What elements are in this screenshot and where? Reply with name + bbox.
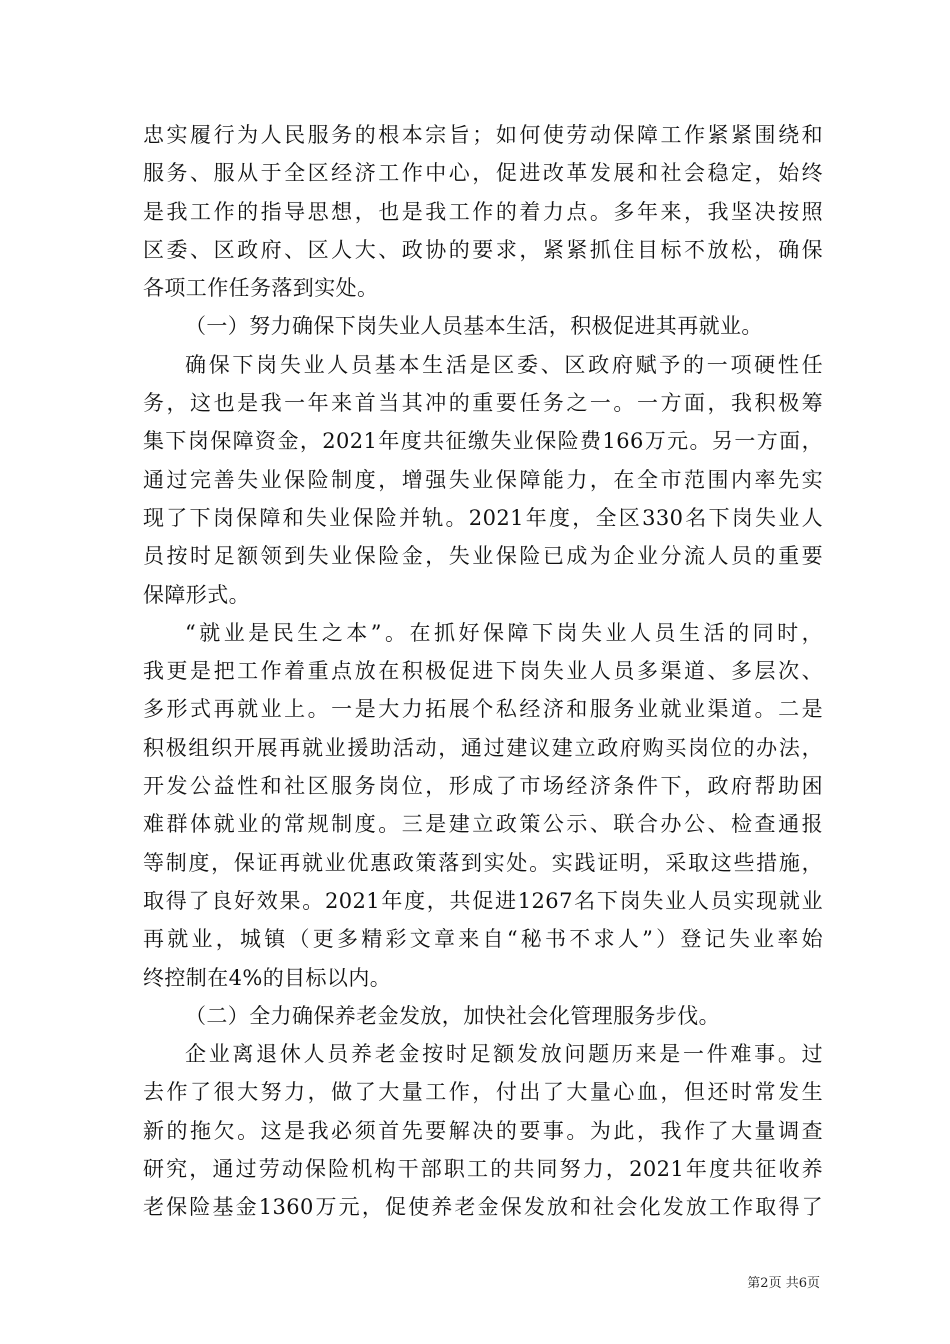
section-heading-2: （二）全力确保养老金发放，加快社会化管理服务步伐。 xyxy=(185,1003,720,1028)
text-line: 去作了很大努力，做了大量工作，付出了大量心血，但还时常发生 xyxy=(143,1080,823,1105)
text-line: 各项工作任务落到实处。 xyxy=(143,276,379,301)
current-page-number: 2 xyxy=(760,1276,769,1291)
text-line: 难群体就业的常规制度。三是建立政策公示、联合办公、检查通报 xyxy=(143,812,823,837)
text-line: 忠实履行为人民服务的根本宗旨；如何使劳动保障工作紧紧围绕和 xyxy=(143,123,823,147)
text-line: 老保险基金1360万元，促使养老金保发放和社会化发放工作取得了 xyxy=(143,1195,823,1220)
total-pages-number: 6 xyxy=(798,1276,807,1291)
text-line: 取得了良好效果。2021年度，共促进1267名下岗失业人员实现就业 xyxy=(143,888,823,913)
text-line: 确保下岗失业人员基本生活是区委、区政府赋予的一项硬性任 xyxy=(185,352,823,377)
text-line: “就业是民生之本”。在抓好保障下岗失业人员生活的同时， xyxy=(185,620,823,645)
text-line: 新的拖欠。这是我必须首先要解决的要事。为此，我作了大量调查 xyxy=(143,1118,823,1143)
text-line: 等制度，保证再就业优惠政策落到实处。实践证明，采取这些措施， xyxy=(143,850,823,875)
text-line: 区委、区政府、区人大、政协的要求，紧紧抓住目标不放松，确保 xyxy=(143,237,823,262)
page-number-prefix: 第 xyxy=(747,1276,761,1291)
text-line: 务，这也是我一年来首当其冲的重要任务之一。一方面，我积极筹 xyxy=(143,391,823,416)
page-number-middle: 页 共 xyxy=(768,1276,799,1291)
section-heading-1: （一）努力确保下岗失业人员基本生活，积极促进其再就业。 xyxy=(185,314,763,339)
text-line: 集下岗保障资金，2021年度共征缴失业保险费166万元。另一方面， xyxy=(143,429,823,454)
text-line: 现了下岗保障和失业保险并轨。2021年度，全区330名下岗失业人 xyxy=(143,505,823,530)
text-line: 员按时足额领到失业保险金，失业保险已成为企业分流人员的重要 xyxy=(143,544,823,569)
page-footer xyxy=(700,1276,820,1292)
text-line: 研究，通过劳动保险机构干部职工的共同努力，2021年度共征收养 xyxy=(143,1157,823,1182)
text-line: 积极组织开展再就业援助活动，通过建议建立政府购买岗位的办法， xyxy=(143,735,823,760)
text-line: 我更是把工作着重点放在积极促进下岗失业人员多渠道、多层次、 xyxy=(143,659,823,684)
text-line: 保障形式。 xyxy=(143,582,250,607)
text-line: 服务、服从于全区经济工作中心，促进改革发展和社会稳定，始终 xyxy=(143,161,823,186)
text-line: 多形式再就业上。一是大力拓展个私经济和服务业就业渠道。二是 xyxy=(143,697,823,722)
text-line: 通过完善失业保险制度，增强失业保障能力，在全市范围内率先实 xyxy=(143,467,823,492)
page-number-suffix: 页 xyxy=(806,1276,820,1291)
text-line: 开发公益性和社区服务岗位，形成了市场经济条件下，政府帮助困 xyxy=(143,774,823,799)
body-text xyxy=(143,116,823,1227)
text-line: 终控制在4%的目标以内。 xyxy=(143,965,392,990)
text-line: 企业离退休人员养老金按时足额发放问题历来是一件难事。过 xyxy=(185,1042,823,1067)
text-line: 再就业，城镇（更多精彩文章来自“秘书不求人”）登记失业率始 xyxy=(143,927,823,952)
text-line: 是我工作的指导思想，也是我工作的着力点。多年来，我坚决按照 xyxy=(143,199,823,224)
